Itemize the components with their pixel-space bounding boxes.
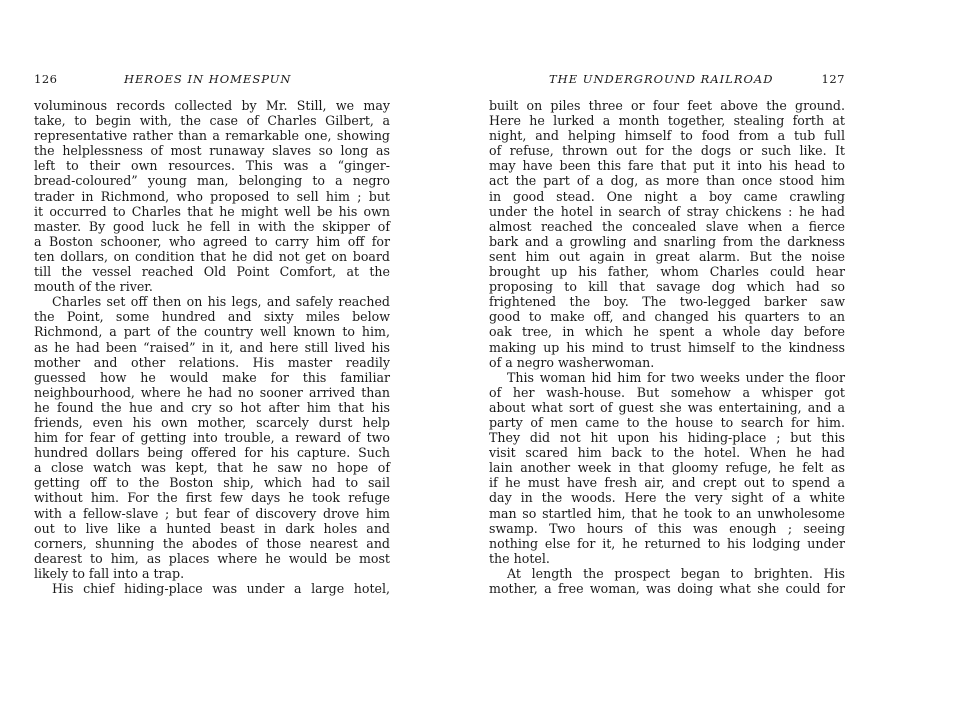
text-line: mouth of the river. xyxy=(34,279,153,295)
text-line: corners, shunning the abodes of those nearest and xyxy=(34,535,390,551)
text-line: the helplessness of most runaway slaves so long as xyxy=(34,143,390,159)
text-line: man so startled him, that he took to an unwholesome xyxy=(489,505,845,521)
text-line: bark and a growling and snarling from the darkness xyxy=(489,233,845,249)
left-page-number: 126 xyxy=(34,72,58,86)
text-line: likely to fall into a trap. xyxy=(34,565,185,581)
text-line: visit scared him back to the hotel. When he had xyxy=(489,445,845,461)
text-line: sent him out again in great alarm. But the noise xyxy=(489,248,845,264)
text-line: night, and helping himself to food from a tub full xyxy=(489,128,845,144)
left-page-body xyxy=(34,98,390,596)
text-line: as he had been “raised” in it, and here still lived his xyxy=(34,339,390,355)
right-running-head: THE UNDERGROUND RAILROAD xyxy=(549,72,774,86)
text-line: mother, a free woman, was doing what she could for xyxy=(489,581,845,596)
text-line: till the vessel reached Old Point Comfort, at the xyxy=(34,264,390,280)
text-line: take, to begin with, the case of Charles Gilbert, a xyxy=(34,113,390,129)
text-line: hundred dollars being offered for his capture. Such xyxy=(34,445,390,461)
text-line: nothing else for it, he returned to his lodging under xyxy=(489,535,845,551)
text-line: without him. For the first few days he took refuge xyxy=(34,490,390,506)
text-line: left to their own resources. This was a “ginger- xyxy=(34,158,390,174)
text-line: in good stead. One night a boy came crawling xyxy=(489,188,845,204)
text-line: may have been this fare that put it into his head to xyxy=(489,158,845,174)
text-line: bread-coloured” young man, belonging to a negro xyxy=(34,173,390,189)
text-line: oak tree, in which he spent a whole day before xyxy=(489,324,845,340)
text-line: built on piles three or four feet above the ground. xyxy=(489,98,845,113)
text-line: getting off to the Boston ship, which had to sail xyxy=(34,475,390,491)
text-line: His chief hiding-place was under a large hotel, xyxy=(52,581,390,596)
text-line: trader in Richmond, who proposed to sell him ; but xyxy=(34,188,390,204)
text-line: good to make off, and changed his quarters to an xyxy=(489,309,845,325)
text-line: ten dollars, on condition that he did not get on board xyxy=(34,248,390,264)
text-line: he found the hue and cry so hot after him that his xyxy=(34,399,390,415)
left-page-header xyxy=(34,72,390,90)
text-line: a close watch was kept, that he saw no hope of xyxy=(34,460,390,476)
text-line: lain another week in that gloomy refuge, he felt as xyxy=(489,460,845,476)
left-running-head: HEROES IN HOMESPUN xyxy=(124,72,292,86)
text-line: guessed how he would make for this familiar xyxy=(34,369,390,385)
text-line: the Point, some hundred and sixty miles below xyxy=(34,309,390,325)
text-line: They did not hit upon his hiding-place ; but this xyxy=(489,430,845,446)
text-line: frightened the boy. The two-legged barker saw xyxy=(489,294,845,310)
text-line: representative rather than a remarkable one, showing xyxy=(34,128,390,144)
text-line: This woman hid him for two weeks under the floor xyxy=(507,369,845,385)
text-line: making up his mind to trust himself to the kindness xyxy=(489,339,845,355)
text-line: Richmond, a part of the country well known to him, xyxy=(34,324,390,340)
text-line: swamp. Two hours of this was enough ; seeing xyxy=(489,520,845,536)
text-line: At length the prospect began to brighten. His xyxy=(507,565,845,581)
text-line: about what sort of guest she was entertaining, and a xyxy=(489,399,845,415)
text-line: under the hotel in search of stray chickens : he had xyxy=(489,203,845,219)
right-page-header xyxy=(489,72,845,90)
text-line: mother and other relations. His master readily xyxy=(34,354,390,370)
text-line: master. By good luck he fell in with the skipper of xyxy=(34,218,390,234)
text-line: it occurred to Charles that he might well be his own xyxy=(34,203,390,219)
text-line: party of men came to the house to search for him. xyxy=(489,414,845,430)
text-line: almost reached the concealed slave when a fierce xyxy=(489,218,845,234)
text-line: dearest to him, as places where he would be most xyxy=(34,550,390,566)
text-line: him for fear of getting into trouble, a reward of two xyxy=(34,430,390,446)
right-page-number: 127 xyxy=(821,72,845,86)
text-line: of refuse, thrown out for the dogs or such like. It xyxy=(489,143,845,159)
text-line: brought up his father, whom Charles could hear xyxy=(489,264,845,280)
text-line: Here he lurked a month together, stealing forth at xyxy=(489,113,845,129)
text-line: with a fellow-slave ; but fear of discovery drove him xyxy=(34,505,390,521)
text-line: out to live like a hunted beast in dark holes and xyxy=(34,520,390,536)
text-line: neighbourhood, where he had no sooner arrived than xyxy=(34,384,390,400)
text-line: a Boston schooner, who agreed to carry him off for xyxy=(34,233,390,249)
text-line: day in the woods. Here the very sight of a white xyxy=(489,490,845,506)
text-line: of her wash-house. But somehow a whisper got xyxy=(489,384,845,400)
text-line: proposing to kill that savage dog which had so xyxy=(489,279,845,295)
text-line: Charles set off then on his legs, and safely reached xyxy=(52,294,390,310)
text-line: the hotel. xyxy=(489,550,550,566)
right-page-body xyxy=(489,98,845,596)
text-line: friends, even his own mother, scarcely durst help xyxy=(34,414,390,430)
text-line: act the part of a dog, as more than once stood him xyxy=(489,173,845,189)
text-line: voluminous records collected by Mr. Still, we may xyxy=(34,98,390,113)
text-line: if he must have fresh air, and crept out to spend a xyxy=(489,475,845,491)
text-line: of a negro washerwoman. xyxy=(489,354,655,370)
